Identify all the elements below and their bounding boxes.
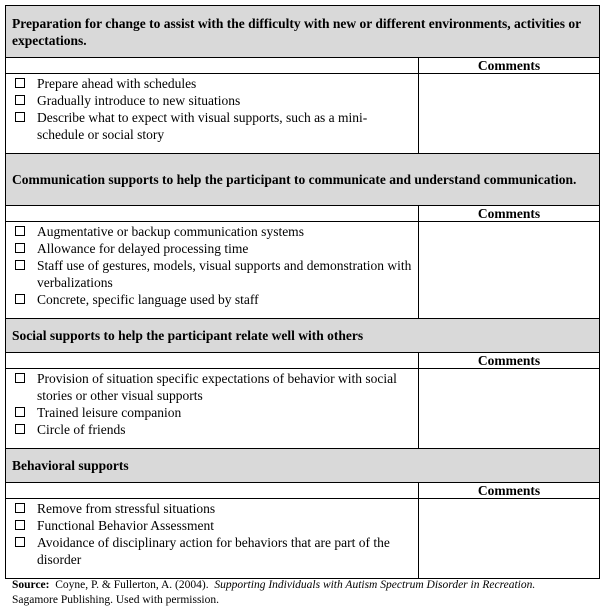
checklist (6, 222, 418, 312)
list-item (15, 75, 412, 92)
checkbox[interactable] (15, 520, 25, 530)
comments-column[interactable] (419, 353, 599, 448)
checkbox[interactable] (15, 294, 25, 304)
item-label: Describe what to expect with visual supports, such as a mini-schedule or social story (37, 110, 368, 142)
list-item (15, 109, 412, 143)
checklist (6, 369, 418, 442)
items-column (6, 483, 419, 578)
checkbox[interactable] (15, 424, 25, 434)
section-behavioral (6, 449, 599, 579)
list-item (15, 534, 412, 568)
item-label: Concrete, specific language used by staff (37, 292, 259, 307)
checklist (6, 74, 418, 147)
item-label: Staff use of gestures, models, visual supports and demonstration with verbalizations (37, 258, 412, 290)
list-item (15, 517, 412, 534)
checkbox[interactable] (15, 407, 25, 417)
checkbox[interactable] (15, 95, 25, 105)
source-title: Supporting Individuals with Autism Spectrum Disorder in Recreation. (214, 579, 536, 591)
section-body (6, 483, 599, 579)
section-title: Communication supports to help the participant to communicate and understand communication. (12, 172, 577, 187)
section-body (6, 58, 599, 154)
comments-header: Comments (419, 483, 599, 499)
section-body (6, 206, 599, 319)
checkbox[interactable] (15, 226, 25, 236)
section-header (6, 6, 599, 58)
item-label: Remove from stressful situations (37, 501, 216, 516)
item-label: Circle of friends (37, 422, 126, 437)
source-publisher: Sagamore Publishing. Used with permission. (12, 594, 219, 606)
items-column (6, 206, 419, 318)
comments-column[interactable] (419, 206, 599, 318)
section-communication (6, 154, 599, 319)
items-column (6, 353, 419, 448)
item-label: Trained leisure companion (37, 405, 182, 420)
items-column (6, 58, 419, 153)
section-title: Social supports to help the participant relate well with others (12, 328, 364, 343)
section-preparation (6, 6, 599, 154)
list-item (15, 404, 412, 421)
item-label: Gradually introduce to new situations (37, 93, 241, 108)
checkbox[interactable] (15, 260, 25, 270)
comments-column[interactable] (419, 58, 599, 153)
list-item (15, 257, 412, 291)
checkbox[interactable] (15, 373, 25, 383)
section-title: Behavioral supports (12, 458, 129, 473)
comments-header: Comments (419, 353, 599, 369)
list-item (15, 223, 412, 240)
source-authors: Coyne, P. & Fullerton, A. (2004). (55, 579, 209, 591)
list-item (15, 240, 412, 257)
comments-column[interactable] (419, 483, 599, 578)
checkbox[interactable] (15, 537, 25, 547)
source-citation (12, 578, 602, 608)
list-item (15, 500, 412, 517)
list-item (15, 92, 412, 109)
item-label: Provision of situation specific expectations of behavior with social stories or other visual supports (37, 371, 397, 403)
checkbox[interactable] (15, 243, 25, 253)
comments-header: Comments (419, 58, 599, 74)
item-label: Augmentative or backup communication systems (37, 224, 304, 239)
section-social (6, 319, 599, 449)
section-header (6, 154, 599, 206)
checkbox[interactable] (15, 503, 25, 513)
checklist (6, 499, 418, 572)
support-checklist-form (5, 5, 600, 579)
section-header (6, 319, 599, 353)
section-body (6, 353, 599, 449)
item-label: Prepare ahead with schedules (37, 76, 197, 91)
comments-header: Comments (419, 206, 599, 222)
item-label: Allowance for delayed processing time (37, 241, 249, 256)
list-item (15, 291, 412, 308)
checkbox[interactable] (15, 78, 25, 88)
list-item (15, 370, 412, 404)
list-item (15, 421, 412, 438)
checkbox[interactable] (15, 112, 25, 122)
section-header (6, 449, 599, 483)
item-label: Functional Behavior Assessment (37, 518, 214, 533)
section-title: Preparation for change to assist with the difficulty with new or different environments, activities or expectations. (12, 15, 581, 48)
item-label: Avoidance of disciplinary action for behaviors that are part of the disorder (37, 535, 390, 567)
source-label: Source: (12, 579, 50, 591)
